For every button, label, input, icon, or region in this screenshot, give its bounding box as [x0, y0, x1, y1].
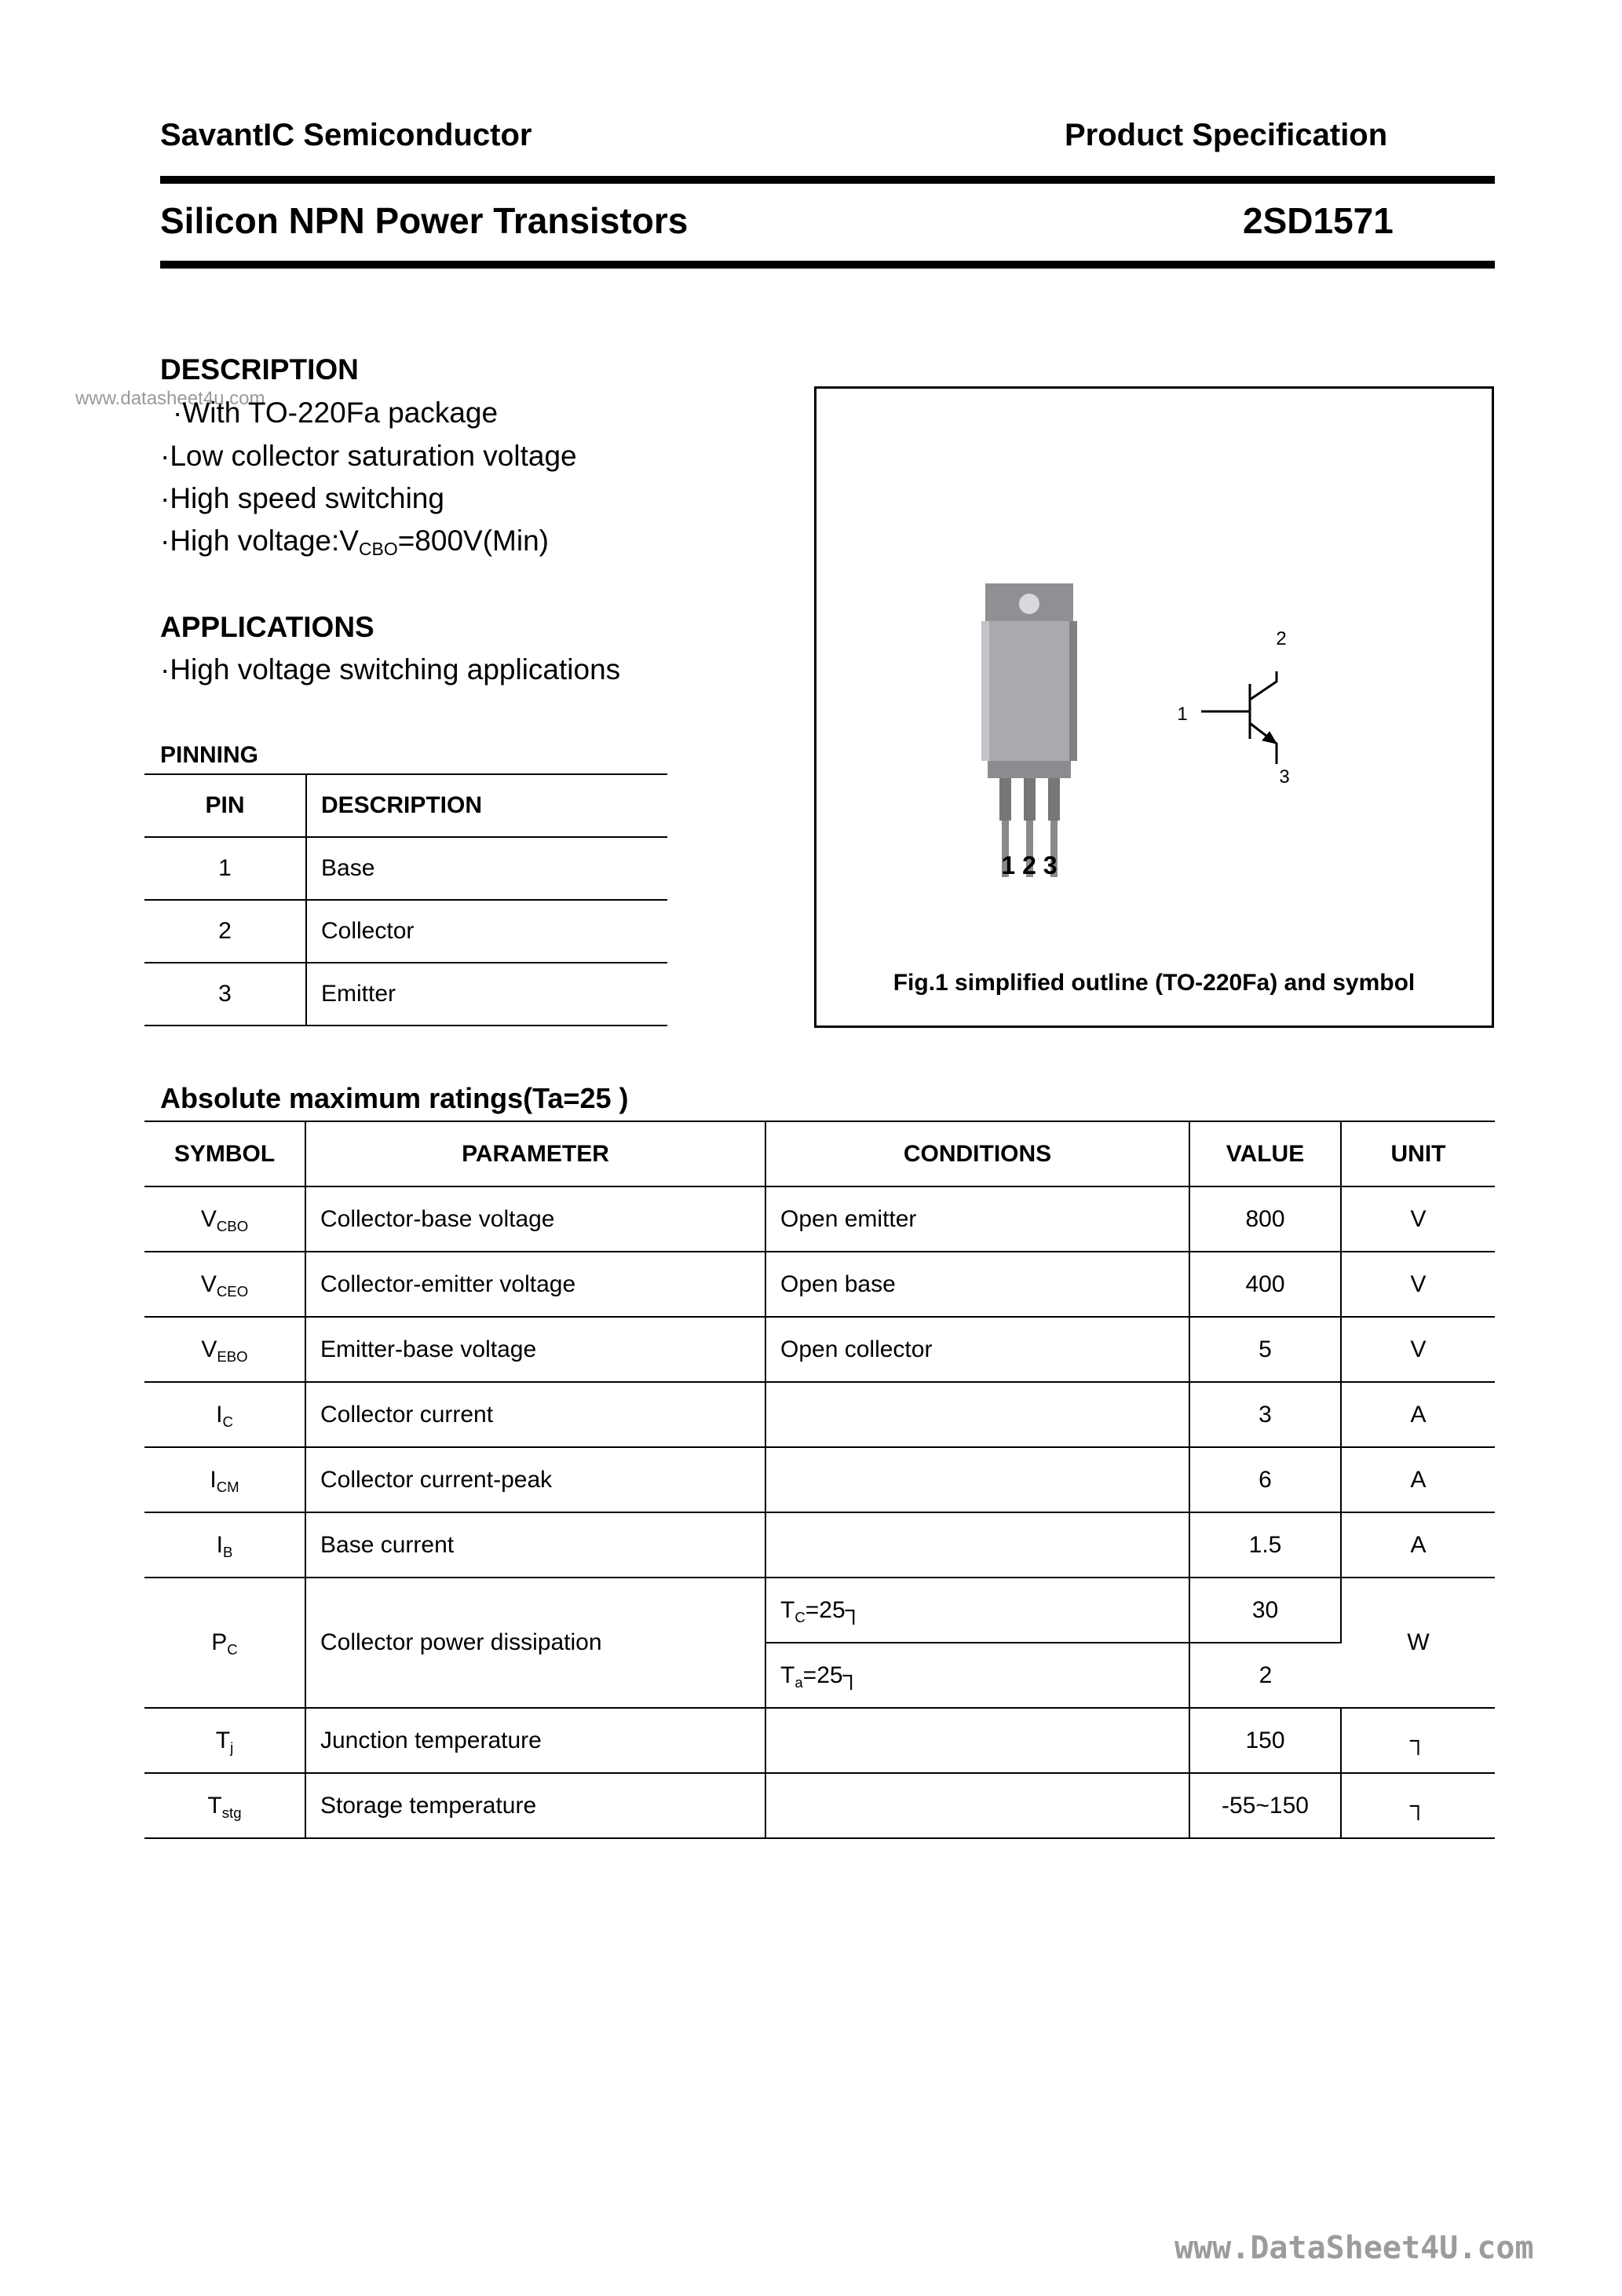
value-cell: 1.5 — [1189, 1512, 1341, 1578]
value-cell: 2 — [1189, 1643, 1341, 1708]
pinning-heading: PINNING — [160, 742, 259, 768]
conditions-cell — [765, 1512, 1189, 1578]
col-parameter: PARAMETER — [305, 1121, 765, 1186]
doc-type: Product Specification — [1065, 118, 1388, 152]
symbol-cell: $V_{CBO}$ — [144, 1186, 305, 1252]
table-row — [144, 837, 667, 900]
desc-item-4: ·High $voltage:V_{CBO}=800V(Min)$ — [160, 525, 549, 559]
parameter-cell: Collector-base voltage — [305, 1186, 765, 1252]
page-title: Silicon NPN Power Transistors — [160, 200, 689, 241]
parameter-cell: Collector current-peak — [305, 1447, 765, 1512]
symbol-cell: $I_B$ — [144, 1512, 305, 1578]
parameter-cell: Collector-emitter voltage — [305, 1252, 765, 1317]
table-row — [144, 1578, 1495, 1643]
npn-transistor-symbol — [1201, 671, 1277, 764]
table-row — [144, 1186, 1495, 1252]
desc-item-3: ·High speed switching — [160, 482, 444, 514]
conditions-cell: Open base — [765, 1252, 1189, 1317]
figure-caption: Fig.1 simplified outline (TO-220Fa) and symbol — [893, 970, 1416, 996]
unit-cell: V — [1341, 1252, 1495, 1317]
conditions-cell — [765, 1382, 1189, 1447]
description-heading: DESCRIPTION — [160, 353, 359, 386]
symbol-cell: $V_{CEO}$ — [144, 1252, 305, 1317]
value-cell: 3 — [1189, 1382, 1341, 1447]
table-row — [144, 774, 667, 837]
col-pin: PIN — [144, 774, 306, 837]
conditions-cell — [765, 1708, 1189, 1773]
conditions-cell: Open collector — [765, 1317, 1189, 1382]
pin-number: 2 — [144, 900, 306, 963]
table-row — [144, 1512, 1495, 1578]
conditions-cell — [765, 1447, 1189, 1512]
symbol-cell: $I_{CM}$ — [144, 1447, 305, 1512]
col-conditions: CONDITIONS — [765, 1121, 1189, 1186]
conditions-cell: $T_C=25┐$ — [765, 1578, 1189, 1643]
unit-cell: V — [1341, 1317, 1495, 1382]
table-row — [144, 1382, 1495, 1447]
parameter-cell: Collector current — [305, 1382, 765, 1447]
company-name: SavantIC Semiconductor — [160, 118, 532, 152]
symbol-cell: $P_C$ — [144, 1578, 305, 1708]
applications-heading: APPLICATIONS — [160, 611, 374, 643]
col-description: DESCRIPTION — [306, 774, 667, 837]
table-row — [144, 1447, 1495, 1512]
parameter-cell: Emitter-base voltage — [305, 1317, 765, 1382]
table-row — [144, 1252, 1495, 1317]
package-and-symbol-figure — [816, 389, 1492, 1026]
pin-number: 1 — [144, 837, 306, 900]
title-rule — [160, 261, 1495, 269]
value-cell: 150 — [1189, 1708, 1341, 1773]
table-row — [144, 1317, 1495, 1382]
table-row — [144, 900, 667, 963]
unit-cell: W — [1341, 1578, 1495, 1708]
symbol-cell: $V_{EBO}$ — [144, 1317, 305, 1382]
value-cell: 400 — [1189, 1252, 1341, 1317]
col-unit: UNIT — [1341, 1121, 1495, 1186]
pin-description: Base — [306, 837, 667, 900]
col-symbol: SYMBOL — [144, 1121, 305, 1186]
desc-item-1: ·With TO-220Fa package — [173, 397, 499, 429]
to220fa-package-image — [981, 583, 1077, 877]
value-cell: 30 — [1189, 1578, 1341, 1643]
unit-cell: V — [1341, 1186, 1495, 1252]
symbol-cell: $T_{stg}$ — [144, 1773, 305, 1838]
symbol-cell: $I_C$ — [144, 1382, 305, 1447]
table-row — [144, 963, 667, 1026]
table-header-row — [144, 1121, 1495, 1186]
parameter-cell: Collector power dissipation — [305, 1578, 765, 1708]
pin-description: Emitter — [306, 963, 667, 1026]
conditions-cell: Open emitter — [765, 1186, 1189, 1252]
figure-box — [814, 386, 1494, 1028]
symbol-pin-2: 2 — [1276, 628, 1287, 649]
parameter-cell: Base current — [305, 1512, 765, 1578]
parameter-cell: Junction temperature — [305, 1708, 765, 1773]
watermark-bottom: www.DataSheet4U.com — [1174, 2230, 1534, 2266]
unit-cell: A — [1341, 1512, 1495, 1578]
desc-item-2: ·Low collector saturation voltage — [160, 440, 577, 472]
value-cell: 5 — [1189, 1317, 1341, 1382]
watermark-top: www.datasheet4u.com — [75, 388, 265, 409]
ratings-heading: Absolute maximum ratings(Ta=25 ) — [160, 1082, 629, 1114]
parameter-cell: Storage temperature — [305, 1773, 765, 1838]
conditions-cell — [765, 1773, 1189, 1838]
table-row — [144, 1773, 1495, 1838]
value-cell: 6 — [1189, 1447, 1341, 1512]
symbol-pin-1: 1 — [1177, 704, 1188, 725]
table-row — [144, 1708, 1495, 1773]
ratings-table — [144, 1121, 1495, 1839]
value-cell: 800 — [1189, 1186, 1341, 1252]
package-pin-numbers: 1 2 3 — [1001, 851, 1058, 879]
app-item-1: ·High voltage switching applications — [160, 653, 621, 686]
pin-description: Collector — [306, 900, 667, 963]
unit-cell: ┐ — [1341, 1773, 1495, 1838]
unit-cell: A — [1341, 1382, 1495, 1447]
symbol-cell: $T_j$ — [144, 1708, 305, 1773]
pin-number: 3 — [144, 963, 306, 1026]
unit-cell: ┐ — [1341, 1708, 1495, 1773]
part-number: 2SD1571 — [1243, 200, 1394, 241]
col-value: VALUE — [1189, 1121, 1341, 1186]
value-cell: -55~150 — [1189, 1773, 1341, 1838]
pinning-table — [144, 773, 667, 1026]
top-rule — [160, 176, 1495, 184]
symbol-pin-3: 3 — [1279, 766, 1290, 788]
unit-cell: A — [1341, 1447, 1495, 1512]
conditions-cell: $T_a=25┐$ — [765, 1643, 1189, 1708]
